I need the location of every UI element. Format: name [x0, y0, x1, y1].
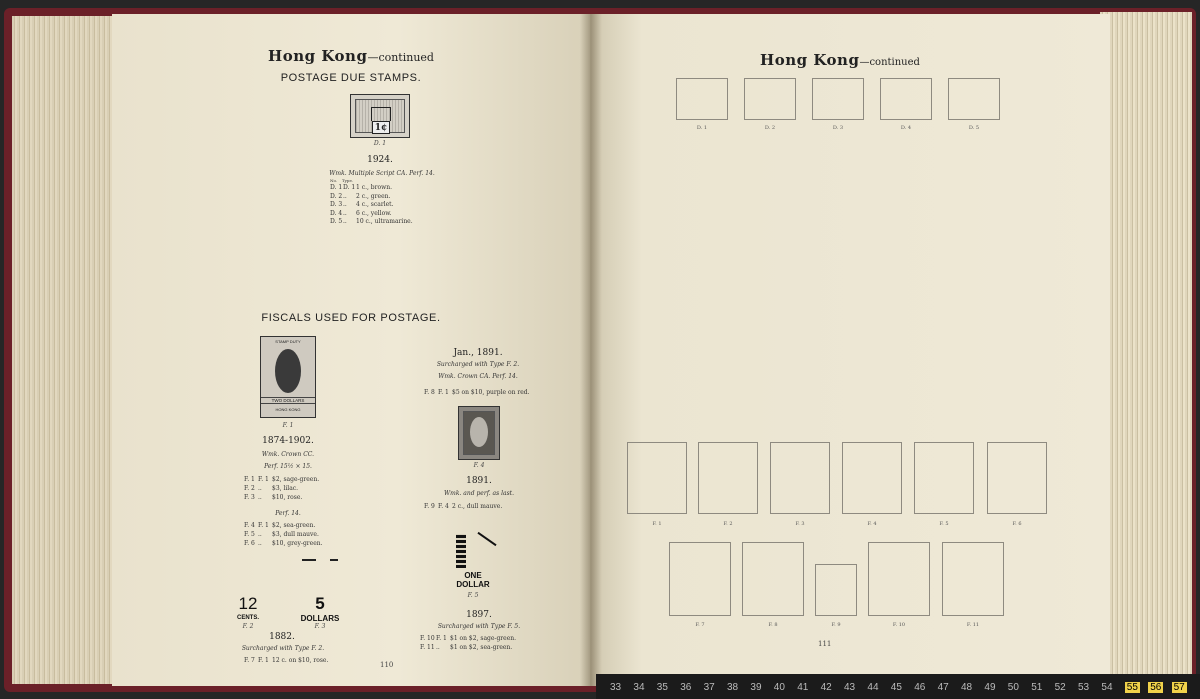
stamp-box — [669, 542, 731, 616]
year-heading: 1924. — [367, 155, 393, 165]
ruler-number: 51 — [1031, 682, 1043, 693]
list-item: F. 10F. 1 $1 on $2, sage-green. — [420, 635, 517, 642]
ruler-number: 46 — [914, 682, 926, 693]
ruler-number: 49 — [984, 682, 996, 693]
stamp-box — [880, 78, 932, 120]
year-heading: Jan., 1891. — [453, 348, 503, 358]
ruler-number: 39 — [750, 682, 762, 693]
list-item: D. 5.. 10 c., ultramarine. — [330, 218, 413, 225]
stamp-caption: F. 4 — [473, 462, 485, 469]
postage-due-stamp-image — [350, 94, 410, 138]
box-label: F. 5 — [939, 521, 949, 527]
box-label: F. 10 — [892, 622, 906, 628]
watermark-note: Wmk. Crown CC. — [261, 451, 315, 458]
title-continued: —continued — [367, 51, 434, 64]
ruler-number: 47 — [937, 682, 949, 693]
ruler-number: 34 — [633, 682, 645, 693]
box-label: F. 8 — [768, 622, 778, 628]
watermark-note: Wmk. Crown CA. Perf. 14. — [438, 373, 518, 380]
ruler-number: 56 — [1150, 682, 1162, 693]
due-list — [330, 184, 413, 227]
box-label: F. 1 — [652, 521, 662, 527]
stamp-box — [987, 442, 1047, 514]
stamp-box — [742, 542, 804, 616]
list-item: F. 11.. $1 on $2, sea-green. — [420, 644, 513, 651]
box-label: F. 2 — [723, 521, 733, 527]
list-item: F. 1 F. 1 $2, sage-green. — [244, 476, 320, 483]
surcharge-bar-icon — [456, 534, 466, 568]
surcharge-note: Surcharged with Type F. 5. — [437, 623, 521, 630]
surcharge-stroke-icon — [477, 532, 496, 546]
box-label: D. 3 — [832, 125, 844, 131]
ruler-number: 52 — [1054, 682, 1066, 693]
scales-icon — [371, 107, 391, 121]
ruler-number: 38 — [727, 682, 739, 693]
queen-portrait-icon — [470, 417, 488, 447]
list-item: F. 6 .. $10, grey-green. — [244, 540, 323, 547]
list-item: D. 4.. 6 c., yellow. — [330, 209, 392, 217]
stamp-box — [698, 442, 758, 514]
perf-note: Perf. 14. — [275, 510, 301, 517]
box-label: F. 4 — [867, 521, 877, 527]
surcharge-note: Surcharged with Type F. 2. — [241, 645, 325, 652]
page-number: 111 — [818, 640, 832, 648]
ruler-number: 44 — [867, 682, 879, 693]
box-label: D. 4 — [900, 125, 912, 131]
box-label: F. 6 — [1012, 521, 1022, 527]
col-no: No. — [330, 178, 338, 183]
ruler-number: 35 — [656, 682, 668, 693]
surcharge-dollar: DOLLAR — [456, 580, 490, 589]
col-type: Type. — [342, 178, 354, 183]
ruler-number: 53 — [1078, 682, 1090, 693]
stamp-caption: F. 1 — [282, 422, 294, 429]
column-headers — [330, 178, 353, 183]
book-gutter — [580, 14, 602, 686]
perf-note: Perf. 15½ × 15. — [264, 463, 312, 470]
right-page — [590, 14, 1110, 686]
box-label: F. 11 — [966, 622, 980, 628]
surcharge-12: 12 — [238, 594, 258, 613]
surcharge-cents: CENTS. — [236, 615, 259, 621]
fiscal-list-a — [244, 475, 319, 502]
stamp-box — [815, 564, 857, 616]
title-continued: —continued — [859, 57, 920, 68]
stamp-value: 1¢ — [372, 121, 390, 134]
section-title-fiscals: FISCALS USED FOR POSTAGE. — [261, 312, 441, 324]
stamp-box — [627, 442, 687, 514]
ruler-number: 42 — [820, 682, 832, 693]
ruler-number: 33 — [610, 682, 622, 693]
ruler-number: 54 — [1101, 682, 1113, 693]
surcharge-note: Surcharged with Type F. 2. — [436, 361, 520, 368]
ruler-number: 41 — [797, 682, 809, 693]
year-heading: 1897. — [466, 610, 492, 620]
ruler-number: 36 — [680, 682, 692, 693]
stamp-country-text: HONG KONG — [275, 407, 301, 412]
left-page — [112, 14, 590, 686]
right-page-edges — [1100, 12, 1192, 680]
ruler-number: 57 — [1173, 682, 1185, 693]
stamp-box — [812, 78, 864, 120]
fiscal-stamp-f1-image — [260, 336, 316, 418]
stamp-box — [942, 542, 1004, 616]
stamp-box — [842, 442, 902, 514]
ruler-number: 43 — [844, 682, 856, 693]
ruler-number: 37 — [703, 682, 715, 693]
fiscal-list-1897 — [420, 634, 516, 652]
queen-portrait-icon — [275, 349, 301, 393]
stamp-top-text: STAMP DUTY — [275, 339, 301, 344]
list-item: D. 2.. 2 c., green. — [330, 192, 391, 200]
list-item: F. 8 F. 1 $5 on $10, purple on red. — [424, 389, 530, 396]
box-label: D. 5 — [968, 125, 980, 131]
list-item: F. 4 F. 1 $2, sea-green. — [244, 522, 316, 529]
list-item: D. 1D. 11 c., brown. — [330, 184, 393, 191]
list-item: F. 9 F. 4 2 c., dull mauve. — [424, 503, 503, 510]
ruler-number: 45 — [890, 682, 902, 693]
ruler-numbers — [596, 682, 1200, 699]
page-number: 110 — [380, 661, 394, 669]
stamp-caption: D. 1 — [373, 140, 387, 147]
box-label: D. 2 — [764, 125, 776, 131]
box-label: F. 3 — [795, 521, 805, 527]
ruler-number: 55 — [1126, 682, 1138, 693]
box-label: F. 7 — [695, 622, 705, 628]
year-heading: 1882. — [269, 632, 295, 642]
stamp-caption: F. 3 — [314, 623, 326, 630]
stamp-caption: F. 5 — [467, 592, 479, 599]
title-country: Hong Kong — [760, 51, 860, 69]
section-title-postage-due: POSTAGE DUE STAMPS. — [280, 72, 422, 84]
left-page-edges — [12, 16, 122, 684]
list-item: F. 2 .. $3, lilac. — [244, 485, 299, 492]
stamp-caption: F. 2 — [242, 623, 254, 630]
stamp-box — [948, 78, 1000, 120]
box-label: F. 9 — [831, 622, 841, 628]
title-country: Hong Kong — [268, 47, 368, 65]
ruler-number: 48 — [961, 682, 973, 693]
surcharge-one: ONE — [464, 571, 482, 580]
year-heading: 1891. — [466, 476, 492, 486]
surcharge-dollars: DOLLARS — [300, 614, 340, 623]
page-title — [590, 50, 1090, 69]
list-item: F. 3 .. $10, rose. — [244, 494, 303, 501]
stamp-box — [914, 442, 974, 514]
box-label: D. 1 — [696, 125, 708, 131]
measuring-ruler — [596, 674, 1200, 699]
divider-dash — [330, 559, 338, 561]
watermark-note: Wmk. and perf. as last. — [443, 490, 515, 497]
ruler-number: 50 — [1007, 682, 1019, 693]
stamp-box — [744, 78, 796, 120]
stamp-value-text: TWO DOLLARS — [261, 397, 315, 404]
surcharge-5: 5 — [315, 594, 325, 613]
list-item: F. 7 F. 1 12 c. on $10, rose. — [244, 657, 329, 664]
fiscal-list-b — [244, 521, 323, 548]
page-title — [112, 46, 590, 65]
watermark-note: Wmk. Multiple Script CA. Perf. 14. — [329, 170, 435, 177]
list-item: F. 5 .. $3, dull mauve. — [244, 531, 319, 538]
stamp-box — [676, 78, 728, 120]
divider-dash — [302, 559, 316, 561]
stamp-box — [770, 442, 830, 514]
fiscal-stamp-f4-image — [458, 406, 500, 460]
list-item: D. 3.. 4 c., scarlet. — [330, 201, 394, 208]
ruler-number: 40 — [773, 682, 785, 693]
stamp-box — [868, 542, 930, 616]
year-heading: 1874-1902. — [262, 436, 314, 446]
